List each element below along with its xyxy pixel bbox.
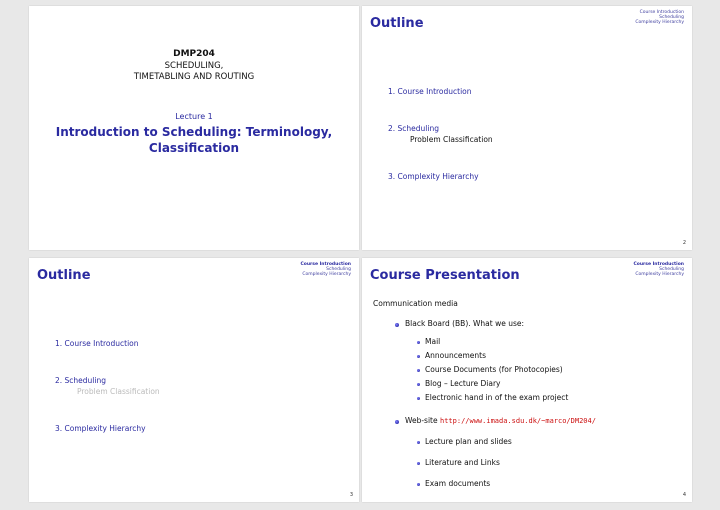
bullet-icon [417,355,420,358]
slide-title-heading: Outline [370,16,424,31]
bullet-icon [417,462,420,465]
toc-item-problem-classification[interactable]: Problem Classification [410,135,493,144]
bullet-icon [417,383,420,386]
website-label: Web-site [405,416,440,425]
toc-item-course-introduction[interactable]: 1. Course Introduction [55,339,139,348]
website-link[interactable]: http://www.imada.sdu.dk/~marco/DM204/ [440,417,596,425]
bullet-icon [417,341,420,344]
bb-item-course-documents: Course Documents (for Photocopies) [425,365,563,374]
communication-media-heading: Communication media [373,299,458,308]
lecture-label: Lecture 1 [175,112,213,121]
slide-outline-1 [362,6,692,250]
page-number: 2 [682,240,686,246]
course-name-line1: SCHEDULING, [164,61,224,71]
website-item [405,416,596,425]
section-navigation [300,262,351,277]
bullet-icon [417,441,420,444]
nav-complexity-hierarchy[interactable]: Complexity Hierarchy [302,272,351,277]
slide-title-heading: Outline [37,268,91,283]
bb-item-mail: Mail [425,337,441,346]
web-item-exam-documents: Exam documents [425,479,491,488]
lecture-title-line1: Introduction to Scheduling: Terminology, [55,125,333,139]
bullet-icon [417,397,420,400]
lecture-title-line2: Classification [148,141,240,155]
toc-item-course-introduction[interactable]: 1. Course Introduction [388,87,472,96]
nav-scheduling[interactable]: Scheduling [659,267,684,272]
course-code: DMP204 [173,49,215,59]
bb-item-blog: Blog – Lecture Diary [425,379,501,388]
bb-item-electronic-hand-in: Electronic hand in of the exam project [425,393,569,402]
nav-scheduling[interactable]: Scheduling [326,267,351,272]
course-name-line2: TIMETABLING AND ROUTING [133,72,255,82]
blackboard-item: Black Board (BB). What we use: [405,319,525,328]
nav-course-introduction[interactable]: Course Introduction [633,262,684,267]
slide-title [29,6,359,250]
bullet-icon [395,323,399,327]
toc-item-complexity-hierarchy[interactable]: 3. Complexity Hierarchy [388,172,479,181]
bullet-icon [395,420,399,424]
nav-complexity-hierarchy[interactable]: Complexity Hierarchy [635,20,684,25]
page-number: 4 [682,492,686,498]
toc-item-scheduling[interactable]: 2. Scheduling [55,376,106,385]
bullet-icon [417,369,420,372]
section-navigation [635,10,684,25]
toc-item-problem-classification[interactable]: Problem Classification [77,387,160,396]
toc-item-complexity-hierarchy[interactable]: 3. Complexity Hierarchy [55,424,146,433]
web-item-lecture-plan: Lecture plan and slides [425,437,512,446]
nav-complexity-hierarchy[interactable]: Complexity Hierarchy [635,272,684,277]
toc-item-scheduling[interactable]: 2. Scheduling [388,124,439,133]
section-navigation [633,262,684,277]
slide-title-heading: Course Presentation [370,268,520,283]
slide-outline-2 [29,258,359,502]
slide-course-presentation [362,258,692,502]
page-number: 3 [349,492,353,498]
bullet-icon [417,483,420,486]
nav-course-introduction[interactable]: Course Introduction [300,262,351,267]
nav-course-introduction[interactable]: Course Introduction [639,10,684,15]
web-item-literature: Literature and Links [425,458,500,467]
nav-scheduling[interactable]: Scheduling [659,15,684,20]
bb-item-announcements: Announcements [425,351,486,360]
